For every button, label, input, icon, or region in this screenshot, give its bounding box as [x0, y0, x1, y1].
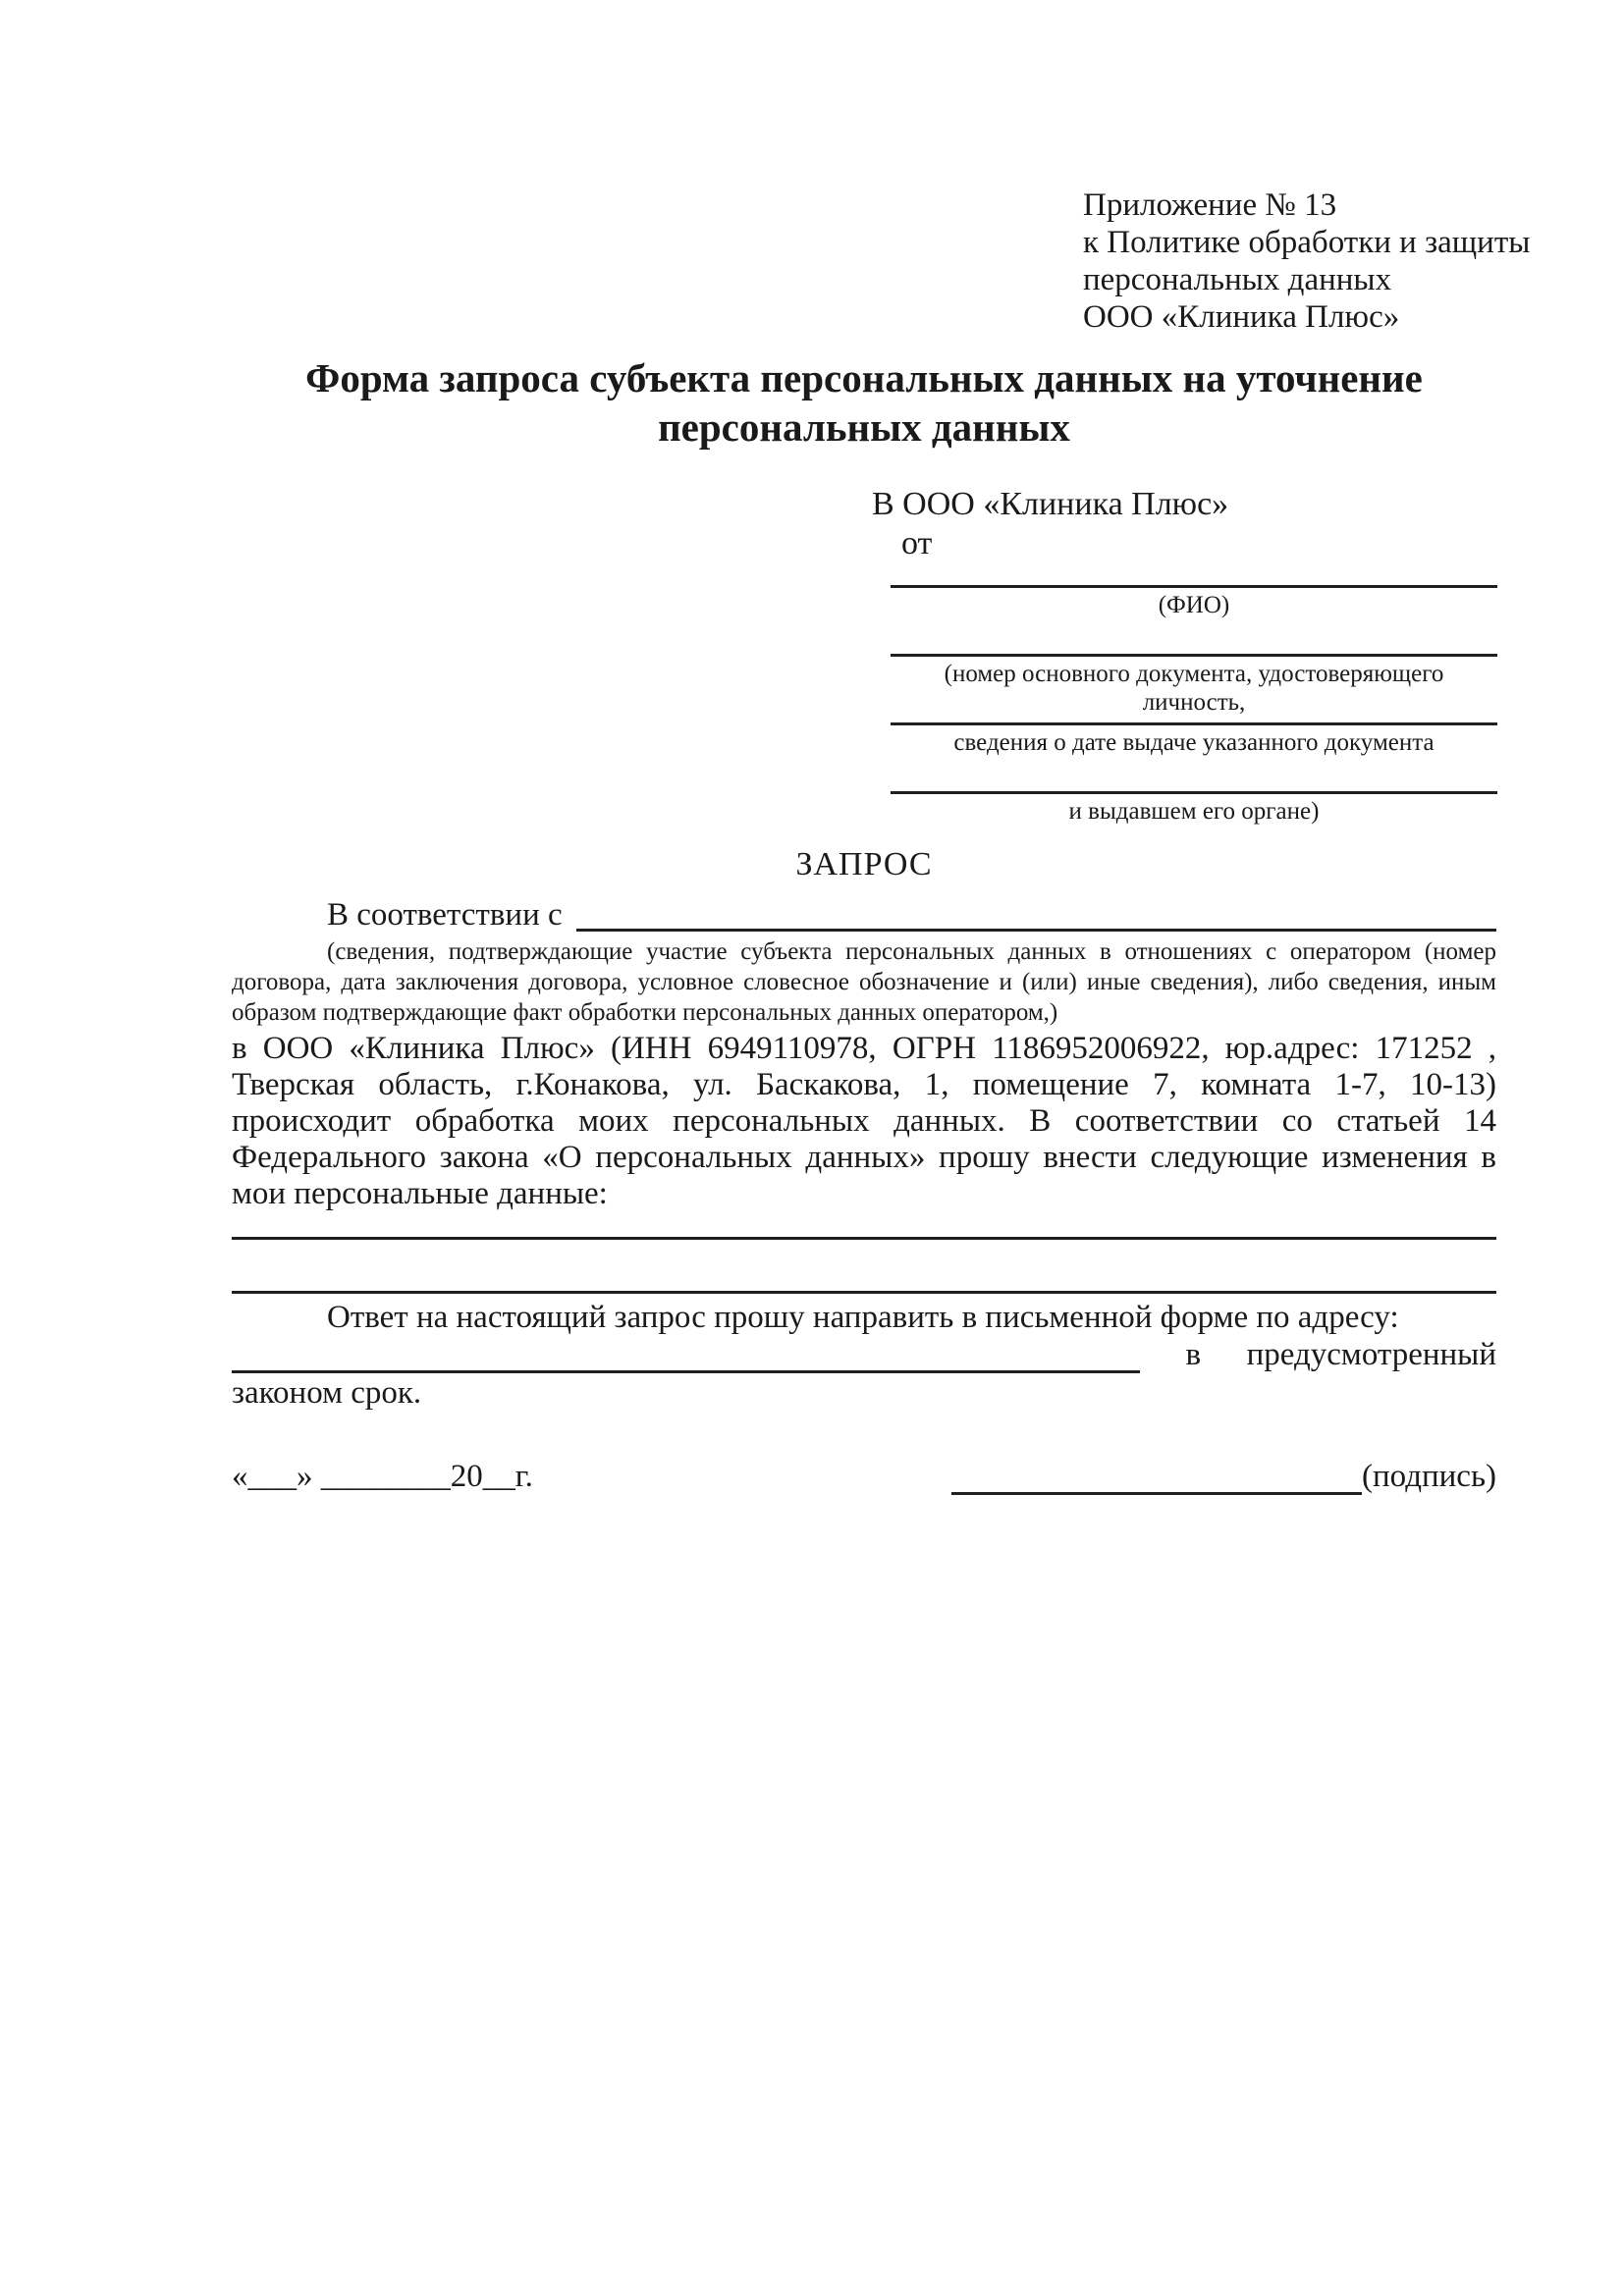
- field-document-number-line: [891, 616, 1497, 657]
- reply-paragraph: Ответ на настоящий запрос прошу направить в письменной форме по адресу:: [327, 1300, 1399, 1335]
- field-document-number-caption: (номер основного документа, удостоверяющего личность,: [944, 661, 1444, 716]
- reply-continuation: законом срок.: [232, 1375, 422, 1411]
- reply-word-v: в: [1185, 1337, 1202, 1372]
- request-section: [232, 846, 1496, 1495]
- appendix-header-line: к Политике обработки и защиты: [1083, 225, 1531, 260]
- footnote-text: (сведения, подтверждающие участие субъекта персональных данных в отношениях с оператором (номер договора, дата заключения договора, условное словесное обозначение и (или) иные сведения), либо сведения, иным образом подтверждающие факт обработки персональных данных оператором,): [232, 938, 1496, 1026]
- applicant-fields: [891, 548, 1497, 823]
- field-issue-date-caption: сведения о дате выдаче указанного документа: [953, 729, 1435, 756]
- from-label: от: [901, 525, 933, 561]
- address-blank-line: [232, 1337, 1140, 1373]
- write-in-line-1: [232, 1212, 1496, 1240]
- field-fio-caption: (ФИО): [1158, 592, 1230, 618]
- field-issuing-authority-line: [891, 754, 1497, 794]
- signature-block: [951, 1459, 1496, 1495]
- field-issuing-authority-caption: и выдавшем его органе): [1068, 798, 1320, 825]
- appendix-header-line: ООО «Клиника Плюс»: [1083, 299, 1400, 335]
- signature-caption: (подпись): [1362, 1459, 1496, 1494]
- field-issuing-authority: [891, 754, 1497, 823]
- field-fio-line: [891, 548, 1497, 588]
- reply-word-predusmotrenny: предусмотренный: [1246, 1337, 1497, 1372]
- intro-prefix-text: В соответствии с: [327, 897, 563, 933]
- reply-address-line: [232, 1336, 1496, 1373]
- date-blank-text: «___» ________20__г.: [232, 1459, 533, 1494]
- request-body-text: в ООО «Клиника Плюс» (ИНН 6949110978, ОГРН 1186952006922, юр.адрес: 171252 , Тверская область, г.Конакова, ул. Баскакова, 1, помещение 7, комната 1-7, 10-13) происходит обработка моих персональных данных. В соответствии со статьей 14 Федерального закона «О персональных данных» прошу внести следующие изменения в мои персональные данные:: [232, 1031, 1496, 1211]
- field-fio: [891, 548, 1497, 616]
- signature-row: [232, 1459, 1496, 1495]
- intro-line: [232, 897, 1496, 936]
- field-document-number: [891, 616, 1497, 716]
- appendix-header-line: Приложение № 13: [1083, 187, 1337, 223]
- write-in-line-2: [232, 1240, 1496, 1294]
- form-title: Форма запроса субъекта персональных данных на уточнение персональных данных: [305, 355, 1423, 450]
- intro-blank-line: [576, 897, 1496, 932]
- addressee-to: В ООО «Клиника Плюс»: [872, 486, 1229, 522]
- signature-line: [951, 1463, 1362, 1495]
- appendix-header-line: персональных данных: [1083, 262, 1392, 297]
- request-heading: ЗАПРОС: [795, 846, 933, 882]
- appendix-header: [1083, 187, 1530, 336]
